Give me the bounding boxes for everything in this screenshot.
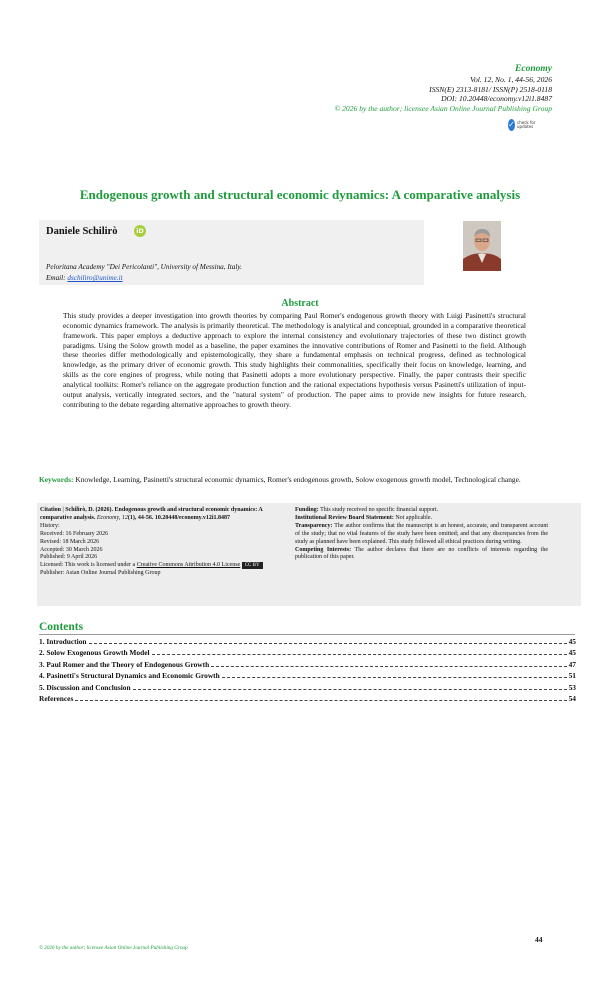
toc-item-title: 4. Pasinetti's Structural Dynamics and Economic Growth	[39, 671, 220, 680]
author-email-link[interactable]: dschiliro@unime.it	[67, 274, 123, 282]
author-affiliation: Peloritana Academy "Dei Pericolanti", University of Messina, Italy.	[46, 263, 242, 271]
check-for-updates-badge[interactable]	[508, 118, 538, 132]
funding-text: This study received no specific financial support.	[320, 507, 439, 513]
irb-line	[295, 515, 548, 523]
author-photo	[463, 221, 501, 271]
journal-header	[334, 64, 552, 113]
check-for-updates-icon: ✓	[508, 120, 515, 129]
email-label: Email:	[46, 274, 66, 282]
footer-copyright: © 2026 by the author; licensee Asian Online Journal Publishing Group	[39, 945, 188, 951]
toc-item-page: 47	[568, 660, 576, 669]
irb-text: Not applicable.	[395, 514, 432, 521]
toc-item-title: 2. Solow Exogenous Growth Model	[39, 648, 150, 657]
author-name: Daniele Schilirò	[46, 226, 118, 237]
doi-info[interactable]: DOI: 10.20448/economy.v12i1.8487	[441, 94, 552, 104]
contents-heading: Contents	[39, 621, 84, 633]
header-copyright: © 2026 by the author; licensee Asian Online Journal Publishing Group	[334, 103, 552, 113]
page-number: 44	[535, 935, 543, 944]
toc-item-pasinetti[interactable]	[39, 669, 576, 680]
licensed-text: This work is licensed under a	[64, 562, 136, 569]
toc-item-title: References	[39, 694, 74, 703]
orcid-icon[interactable]: iD	[134, 225, 146, 237]
toc-item-introduction[interactable]	[39, 635, 576, 646]
toc-leader	[133, 688, 567, 690]
competing-text: The author declares that there are no conflicts of interests regarding the publication of this paper.	[295, 546, 548, 561]
toc-item-solow[interactable]	[39, 646, 576, 657]
keywords-label: Keywords:	[39, 475, 74, 484]
funding-label: Funding:	[295, 507, 319, 513]
license-link[interactable]: Creative Commons Attribution 4.0 License	[136, 562, 241, 569]
funding-line	[295, 507, 548, 515]
abstract-heading: Abstract	[281, 298, 319, 309]
toc-leader	[75, 699, 566, 701]
cc-by-badge[interactable]: CC BY	[242, 562, 263, 569]
toc-leader	[222, 676, 567, 678]
license-line	[40, 562, 280, 570]
transparency-label: Transparency:	[295, 522, 333, 529]
competing-label: Competing Interests:	[295, 546, 352, 553]
history-label: History:	[40, 522, 60, 529]
citation-tail[interactable]: (1), 44-56. 10.20448/economy.v12i1.8487	[127, 514, 231, 521]
journal-name: Economy	[515, 64, 552, 74]
toc-leader	[152, 653, 567, 655]
toc-item-title: 5. Discussion and Conclusion	[39, 683, 131, 692]
publisher-line	[40, 570, 280, 578]
history-accepted: Accepted: 30 March 2026	[40, 546, 103, 553]
publisher-label: Publisher:	[40, 570, 65, 577]
citation-entry: Citation | Schilirò, D. (2026). Endogenous growth and structural economic dynamics: A comparative analysis. Economy, 12(1), 44-56. 10.20448/economy.v12i1.8487	[40, 507, 263, 521]
abstract-text: This study provides a deeper investigation into growth theories by comparing Paul Romer's endogenous growth theory with Luigi Pasinetti's structural economic dynamics framework. The analysis is primarily theoretical. The methodology is analytical and conceptual, grounded in a comparative theoretical framework. This paper employs a deductive approach to explore the internal consistency and evolutionary trajectories of these two distinct growth paradigms. Using the Solow growth model as a baseline, the paper examines the innovative contributions of Romer and Pasinetti to the field. Although these theories differ methodologically and epistemologically, they share a fundamental emphasis on technical progress, defined as technological knowledge, as the primary driver of economic growth. This study highlights their commonalities, specifically their focus on knowledge, learning, and skills as the core engines of progress, while noting that Pasinetti adopts a more evolutionary perspective. Finally, the paper contrasts their specific analytical toolkits: Romer's reliance on the aggregate production function and the rational expectations hypothesis versus Pasinetti's utilization of input-output analysis, vertically integrated sectors, and the "natural system" of production. The paper aims to provide new insights for future research, contributing to the debate regarding alternative approaches to growth theory.	[63, 311, 526, 409]
citation-text: Schilirò, D. (2026). Endogenous growth and structural economic dynamics: A comparative analysis.	[40, 507, 263, 521]
toc-item-page: 54	[568, 694, 576, 703]
volume-info: Vol. 12, No. 1, 44-56, 2026	[470, 75, 552, 84]
toc-item-page: 53	[568, 683, 576, 692]
toc-leader	[211, 665, 566, 667]
toc-item-romer[interactable]	[39, 658, 576, 669]
citation-right-column	[295, 507, 548, 562]
toc-item-title: 1. Introduction	[39, 637, 87, 646]
check-for-updates-label: check for updates	[517, 119, 536, 129]
citation-label: Citation	[40, 507, 61, 513]
issn-info: ISSN(E) 2313-8181/ ISSN(P) 2518-0118	[429, 84, 552, 94]
history-published: Published: 9 April 2026	[40, 554, 98, 561]
citation-journal: Economy, 12	[96, 514, 128, 521]
competing-line	[295, 547, 548, 563]
transparency-text: The author confirms that the manuscript is an honest, accurate, and transparent account of the study; that no vital features of the study have been omitted; and that any discrepancies from the study as planned have been explained. This study followed all ethical practices during writing.	[295, 522, 548, 545]
citation-left-column	[40, 507, 280, 578]
licensed-label: Licensed:	[40, 562, 64, 569]
toc-item-discussion[interactable]	[39, 681, 576, 692]
keywords-text: Knowledge, Learning, Pasinetti's structural economic dynamics, Romer's endogenous growth, Solow exogenous growth model, Technological change.	[75, 475, 521, 484]
irb-label: Institutional Review Board Statement:	[295, 514, 394, 521]
toc-leader	[89, 642, 567, 644]
publisher-name: Asian Online Journal Publishing Group	[65, 570, 161, 577]
toc-item-page: 45	[568, 637, 576, 646]
history-received: Received: 16 February 2026	[40, 530, 109, 537]
keywords	[39, 475, 559, 485]
author-email-line	[46, 274, 123, 282]
transparency-line	[295, 523, 548, 547]
history-revised: Revised: 18 March 2026	[40, 538, 100, 545]
toc-item-title: 3. Paul Romer and the Theory of Endogenous Growth	[39, 660, 210, 669]
toc-item-page: 45	[568, 648, 576, 657]
toc-item-page: 51	[568, 671, 576, 680]
paper-title: Endogenous growth and structural economic dynamics: A comparative analysis	[79, 187, 521, 202]
toc-item-references[interactable]	[39, 692, 576, 703]
